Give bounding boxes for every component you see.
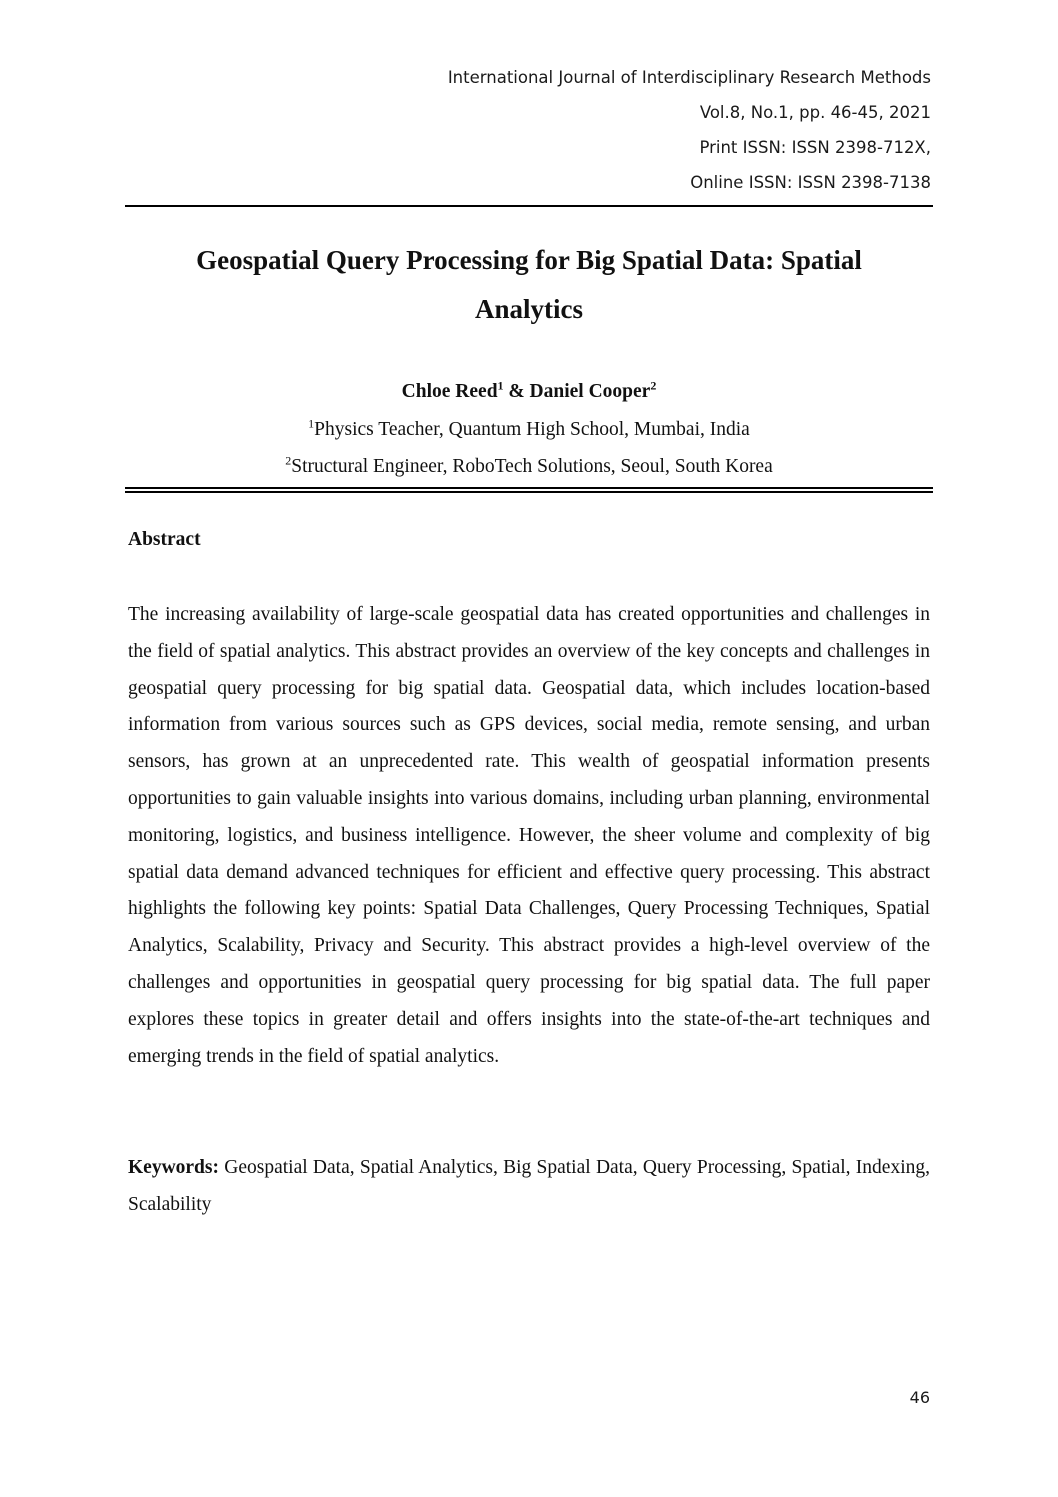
author-2-affiliation-mark: 2: [650, 378, 657, 393]
journal-header: [448, 60, 931, 200]
affiliation-2-text: Structural Engineer, RoboTech Solutions, Seoul, South Korea: [291, 456, 773, 477]
author-divider: [125, 487, 933, 493]
keywords-text: Geospatial Data, Spatial Analytics, Big Spatial Data, Query Processing, Spatial, Indexing, Scalability: [128, 1157, 931, 1215]
author-block: [125, 373, 933, 486]
paper-title-line-1: Geospatial Query Processing for Big Spatial Data: Spatial: [196, 245, 862, 275]
keywords-label: Keywords:: [128, 1157, 219, 1178]
affiliation-2: [125, 448, 933, 486]
paper-title: [125, 236, 933, 334]
journal-volume: Vol.8, No.1, pp. 46-45, 2021: [699, 103, 931, 122]
paper-title-line-2: Analytics: [475, 294, 583, 324]
affiliation-1-text: Physics Teacher, Quantum High School, Mumbai, India: [314, 418, 750, 440]
author-2-name: Daniel Cooper: [529, 381, 651, 402]
author-1-name: Chloe Reed: [401, 381, 498, 402]
affiliation-1: [125, 411, 933, 449]
header-divider: [125, 205, 933, 207]
affiliation-1-mark: 1: [308, 416, 315, 430]
page-number: 46: [909, 1388, 930, 1407]
author-1-affiliation-mark: 1: [497, 378, 504, 393]
abstract-body: The increasing availability of large-scale geospatial data has created opportunities and challenges in the field of spatial analytics. This abstract provides an overview of the key concepts and challenges in geospatial query processing for big spatial data. Geospatial data, which includes location-based information from various sources such as GPS devices, social media, remote sensing, and urban sensors, has grown at an unprecedented rate. This wealth of geospatial information presents opportunities to gain valuable insights into various domains, including urban planning, environmental monitoring, logistics, and business intelligence. However, the sheer volume and complexity of big spatial data demand advanced techniques for efficient and effective query processing. This abstract highlights the following key points: Spatial Data Challenges, Query Processing Techniques, Spatial Analytics, Scalability, Privacy and Security. This abstract provides a high-level overview of the challenges and opportunities in geospatial query processing for big spatial data. The full paper explores these topics in greater detail and offers insights into the state-of-the-art techniques and emerging trends in the field of spatial analytics.: [128, 604, 930, 1067]
affiliation-2-mark: 2: [285, 453, 292, 468]
journal-name: International Journal of Interdisciplinary Research Methods: [447, 68, 931, 87]
author-names: [125, 373, 933, 411]
online-issn: Online ISSN: ISSN 2398-7138: [690, 173, 931, 192]
keywords: [128, 1150, 930, 1224]
print-issn: Print ISSN: ISSN 2398-712X,: [699, 138, 931, 157]
author-separator: &: [503, 381, 530, 402]
abstract-heading: Abstract: [128, 529, 201, 550]
